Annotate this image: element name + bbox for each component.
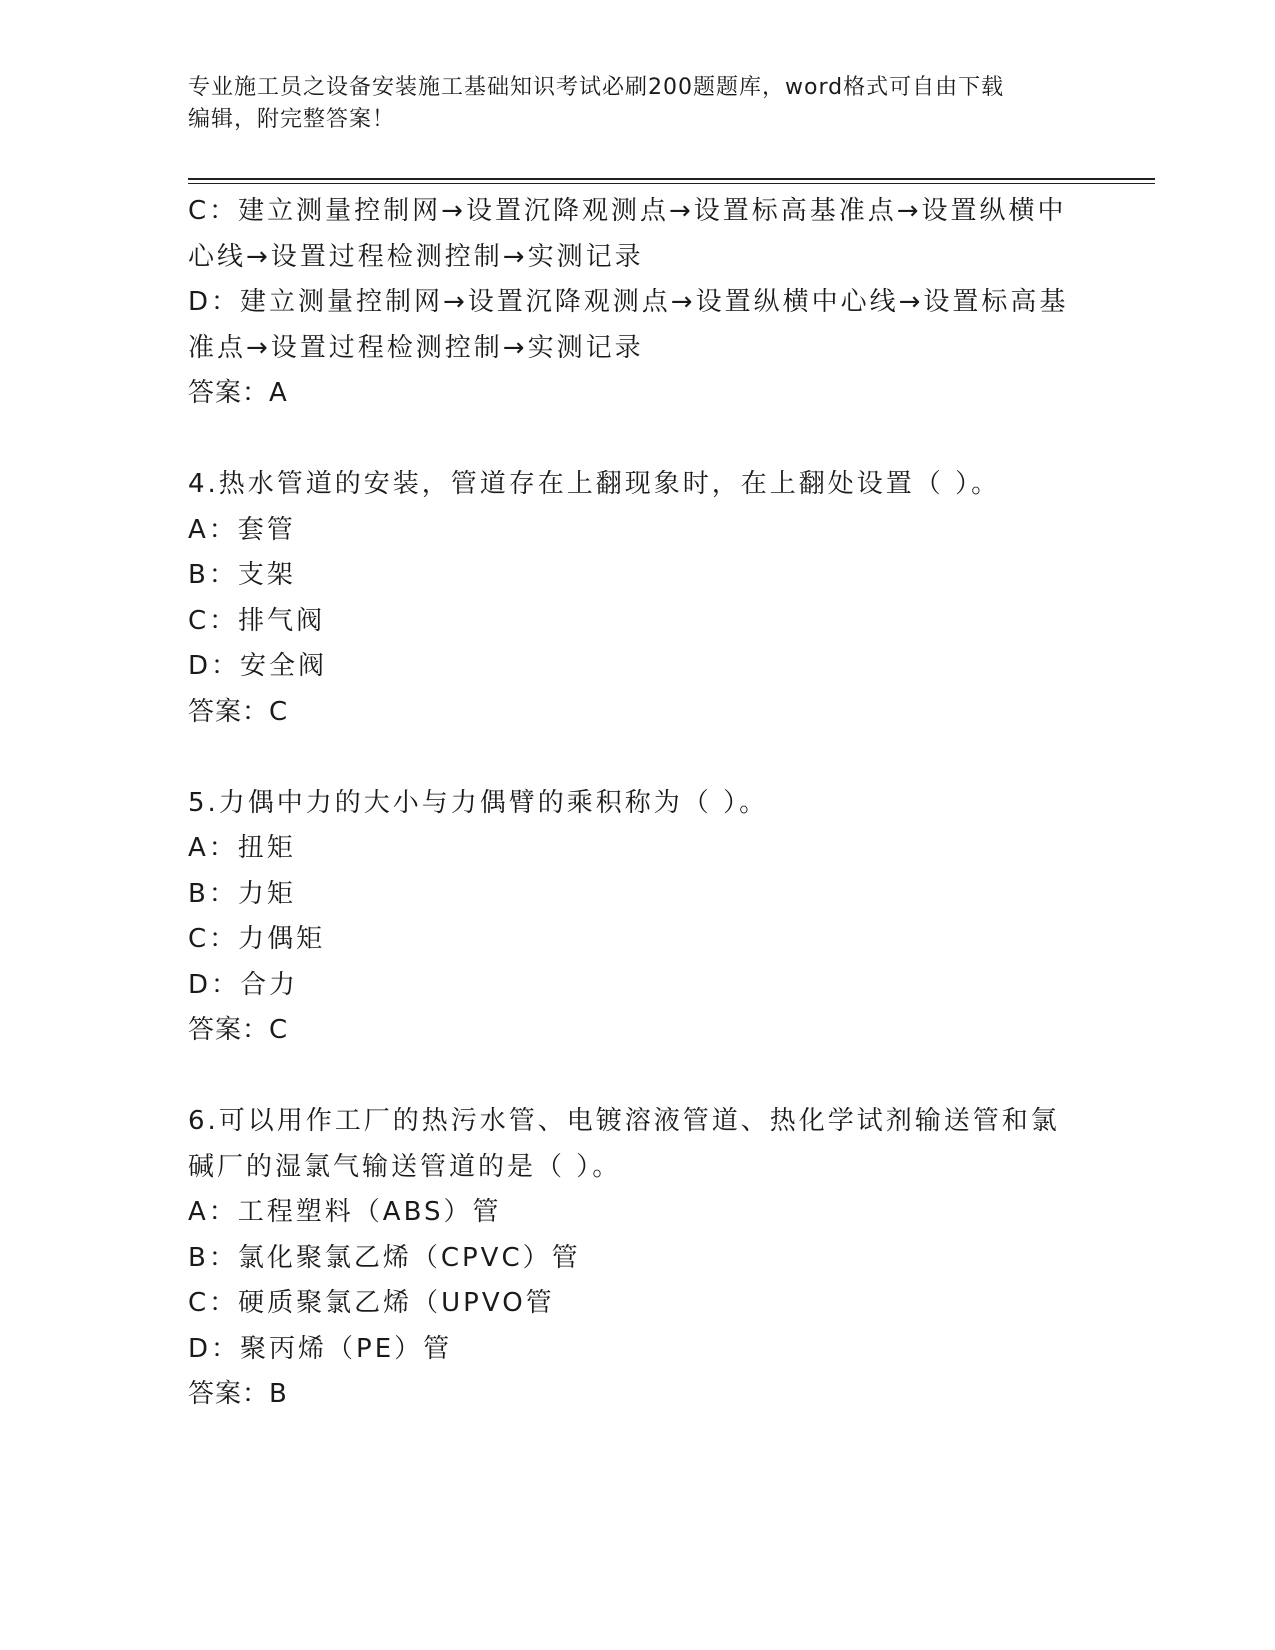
option-d: D：合力 [188,969,299,1000]
document-header [188,72,1078,136]
option-c: C：硬质聚氯乙烯（UPVO管 [188,1288,555,1318]
option-a: A：套管 [188,514,296,545]
question-5 [188,781,1108,1054]
question-4 [188,462,1108,735]
option-c-line-2: 心线→设置过程检测控制→实测记录 [188,241,644,272]
option-c: C：排气阀 [188,605,326,636]
option-c: C：力偶矩 [188,924,326,954]
question-3-continued [188,189,1108,417]
option-a: A：工程塑料（ABS）管 [188,1197,502,1227]
answer-line: 答案：C [188,1015,289,1045]
option-b: B：力矩 [188,878,296,909]
option-d: D：安全阀 [188,651,328,681]
question-spacer [188,1054,1108,1100]
option-c-line-1: C：建立测量控制网→设置沉降观测点→设置标高基准点→设置纵横中 [188,196,1067,226]
question-text: 5.力偶中力的大小与力偶臂的乘积称为（ ）。 [188,787,769,818]
question-6 [188,1099,1108,1418]
question-text-line-1: 6.可以用作工厂的热污水管、电镀溶液管道、热化学试剂输送管和氯 [188,1106,1060,1136]
option-d-line-2: 准点→设置过程检测控制→实测记录 [188,332,644,363]
option-b: B：氯化聚氯乙烯（CPVC）管 [188,1242,581,1273]
question-spacer [188,417,1108,463]
header-title-line-1: 专业施工员之设备安装施工基础知识考试必刷200题题库，word格式可自由下载 [188,75,1005,100]
question-text: 4.热水管道的安装，管道存在上翻现象时，在上翻处设置（ ）。 [188,469,1001,499]
option-d: D：聚丙烯（PE）管 [188,1333,453,1364]
header-divider-thin [188,183,1155,184]
question-list [188,189,1108,1418]
question-spacer [188,735,1108,781]
answer-line: 答案：C [188,696,289,727]
option-b: B：支架 [188,560,296,590]
header-divider-thick [188,178,1155,180]
answer-line: 答案：B [188,1379,288,1409]
option-a: A：扭矩 [188,833,296,863]
header-title-line-2: 编辑，附完整答案！ [188,107,396,132]
option-d-line-1: D：建立测量控制网→设置沉降观测点→设置纵横中心线→设置标高基 [188,287,1069,317]
question-text-line-2: 碱厂的湿氯气输送管道的是（ ）。 [188,1151,622,1182]
answer-line: 答案：A [188,378,288,408]
